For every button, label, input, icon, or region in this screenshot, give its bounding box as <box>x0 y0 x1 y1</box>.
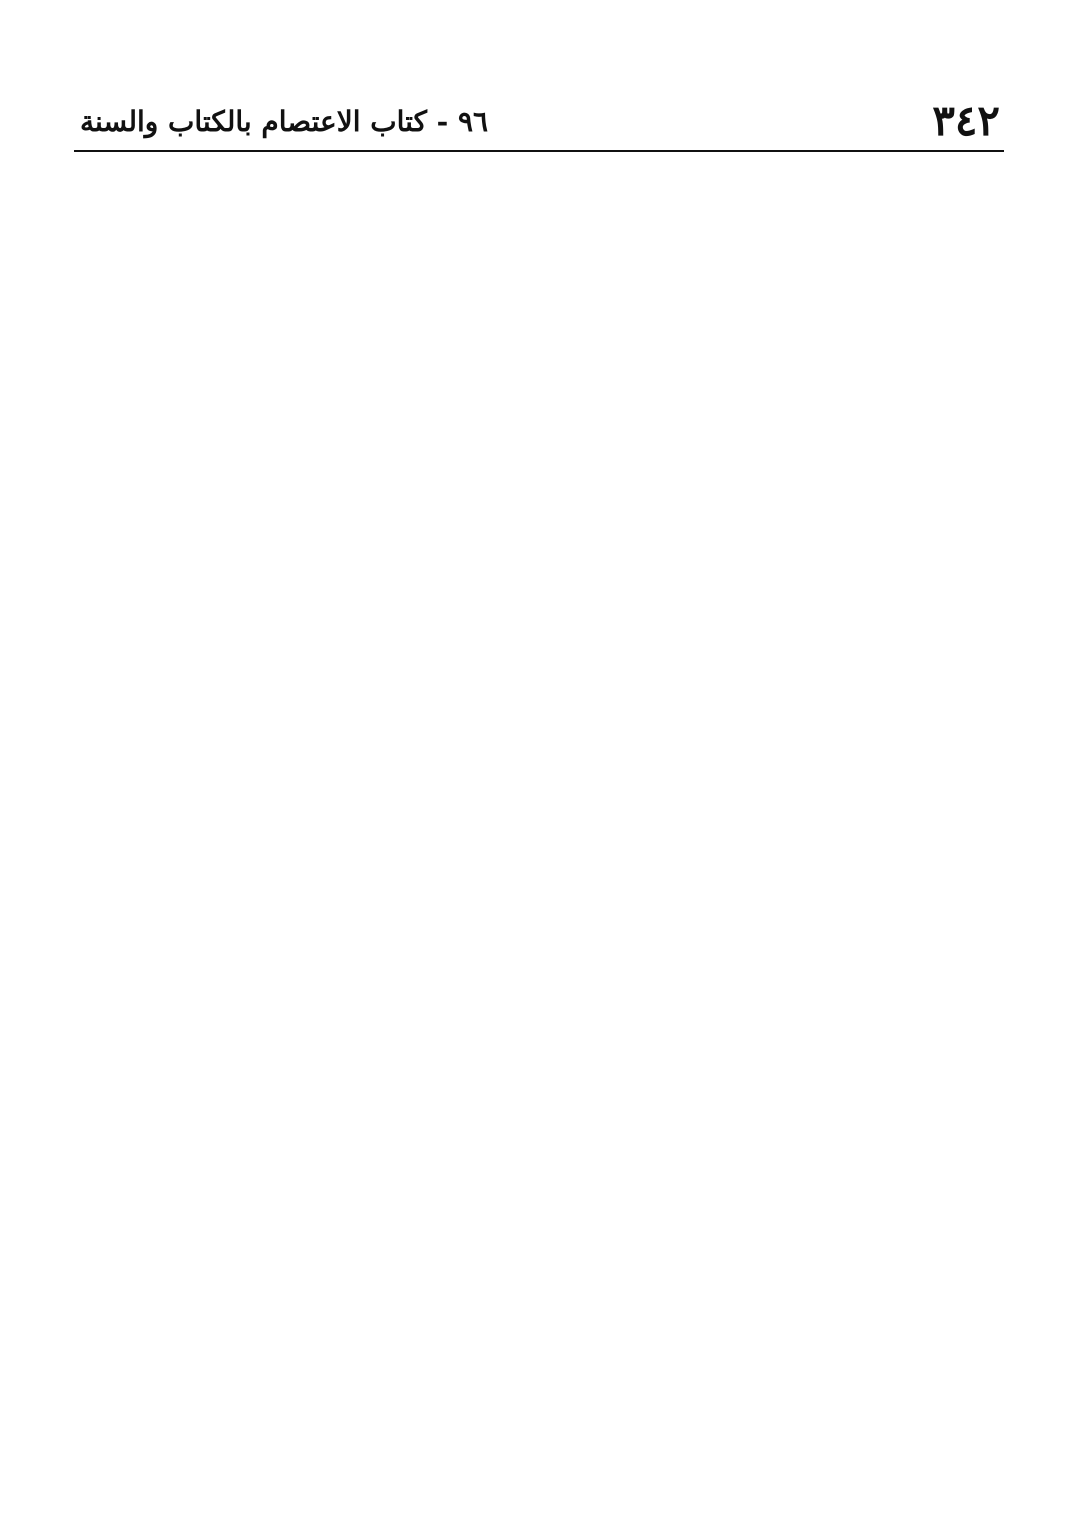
text-line <box>74 613 1004 648</box>
text-line <box>74 648 1004 683</box>
text-line <box>74 1348 1004 1383</box>
text-line <box>74 788 1004 823</box>
chapter-title: ٩٦ - كتاب الاعتصام بالكتاب والسنة <box>80 105 489 138</box>
text-line <box>74 1068 1004 1103</box>
text-line <box>74 1208 1004 1243</box>
text-line <box>74 508 1004 543</box>
text-line <box>74 1278 1004 1313</box>
text-line <box>74 333 1004 368</box>
text-line <box>74 1103 1004 1138</box>
text-line <box>74 543 1004 578</box>
header-divider <box>74 150 1004 152</box>
text-line <box>74 963 1004 998</box>
text-line <box>74 1418 1004 1453</box>
text-line <box>74 823 1004 858</box>
text-line <box>74 1173 1004 1208</box>
text-line <box>74 298 1004 333</box>
text-line <box>74 1138 1004 1173</box>
text-line <box>74 998 1004 1033</box>
text-line <box>74 438 1004 473</box>
text-line <box>74 1033 1004 1068</box>
body-text <box>74 158 1004 1458</box>
text-line <box>74 1383 1004 1418</box>
text-line <box>74 683 1004 718</box>
text-line <box>74 1313 1004 1348</box>
text-line <box>74 228 1004 263</box>
text-line <box>74 1243 1004 1278</box>
page-number: ٣٤٢ <box>932 96 1000 145</box>
text-line <box>74 753 1004 788</box>
text-line <box>74 263 1004 298</box>
text-line <box>74 193 1004 228</box>
text-line <box>74 718 1004 753</box>
text-line <box>74 403 1004 438</box>
text-line <box>74 473 1004 508</box>
text-line <box>74 858 1004 893</box>
page-header <box>80 96 1000 152</box>
text-line <box>74 893 1004 928</box>
text-line <box>74 368 1004 403</box>
text-line <box>74 578 1004 613</box>
text-line <box>74 928 1004 963</box>
text-line <box>74 158 1004 193</box>
